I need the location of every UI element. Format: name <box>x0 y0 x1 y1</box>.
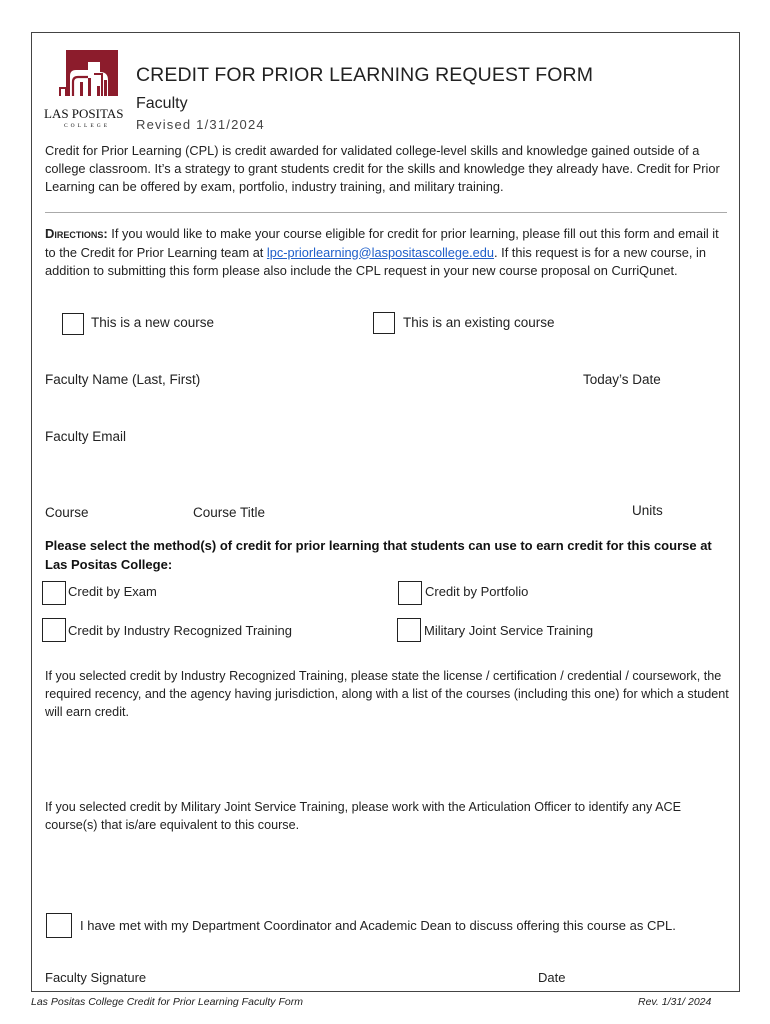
industry-instructions: If you selected credit by Industry Recognized Training, please state the license / certification / credential / coursework, the required recency, and the agency having jurisdiction, along with a list of the courses (including this one) for which a student will earn credit. <box>45 669 729 719</box>
new-course-checkbox[interactable] <box>62 313 84 335</box>
directions-paragraph <box>45 225 725 281</box>
footer-form-name: Las Positas College Credit for Prior Learning Faculty Form <box>31 996 303 1008</box>
military-training-checkbox[interactable] <box>397 618 421 642</box>
college-logo <box>42 48 132 132</box>
existing-course-label: This is an existing course <box>403 315 555 330</box>
section-divider <box>45 212 727 213</box>
form-title: CREDIT FOR PRIOR LEARNING REQUEST FORM <box>136 64 594 86</box>
credit-by-portfolio-checkbox[interactable] <box>398 581 422 605</box>
cpl-email-link[interactable]: lpc-priorlearning@laspositascollege.edu <box>266 244 495 260</box>
credit-by-exam-label: Credit by Exam <box>68 584 157 599</box>
credit-by-industry-label: Credit by Industry Recognized Training <box>68 623 293 638</box>
footer-revision: Rev. 1/31/ 2024 <box>638 996 712 1008</box>
intro-paragraph: Credit for Prior Learning (CPL) is credit awarded for validated college-level skills and knowledge gained outside of a college classroom. It’s a strategy to grant students credit for the skills and knowledge they already have. Credit for Prior Learning can be offered by exam, portfolio, industry training, and military training. <box>45 143 720 194</box>
credit-by-exam-checkbox[interactable] <box>42 581 66 605</box>
attestation-checkbox[interactable] <box>46 913 72 938</box>
faculty-email-field[interactable]: Faculty Email <box>45 429 127 444</box>
signature-date-field[interactable]: Date <box>538 970 566 985</box>
methods-question: Please select the method(s) of credit for prior learning that students can use to earn credit for this course at Las Positas College: <box>45 538 712 572</box>
directions-text-before: If you would like to make your course eligible for credit for prior learning, please fill out this form and email it to the Credit for Prior Learning team at <box>45 226 719 260</box>
new-course-label: This is a new course <box>91 315 215 330</box>
directions-label: Directions: <box>45 226 108 241</box>
course-field[interactable]: Course <box>45 505 89 520</box>
credit-by-portfolio-label: Credit by Portfolio <box>425 584 529 599</box>
credit-by-industry-checkbox[interactable] <box>42 618 66 642</box>
attestation-label: I have met with my Department Coordinator and Academic Dean to discuss offering this course as CPL. <box>80 918 676 933</box>
directions-text-after: . If this request is for a new course, in addition to submitting this form please also include the CPL request in your new course proposal on CurriQunet. <box>45 244 706 278</box>
faculty-signature-field[interactable]: Faculty Signature <box>45 970 147 985</box>
military-instructions: If you selected credit by Military Joint Service Training, please work with the Articulation Officer to identify any ACE course(s) that is/are equivalent to this course. <box>45 800 682 832</box>
military-training-label: Military Joint Service Training <box>424 623 594 638</box>
course-title-field[interactable]: Course Title <box>193 505 266 520</box>
revision-date: Revised 1/31/2024 <box>136 117 265 132</box>
logo-subtext: COLLEGE <box>64 123 111 129</box>
existing-course-checkbox[interactable] <box>373 312 395 334</box>
todays-date-field[interactable]: Today’s Date <box>583 372 661 387</box>
form-subtitle: Faculty <box>136 95 188 112</box>
logo-wordmark: LAS POSITAS <box>44 106 124 121</box>
units-field[interactable]: Units <box>632 503 663 518</box>
faculty-name-field[interactable]: Faculty Name (Last, First) <box>45 372 201 387</box>
